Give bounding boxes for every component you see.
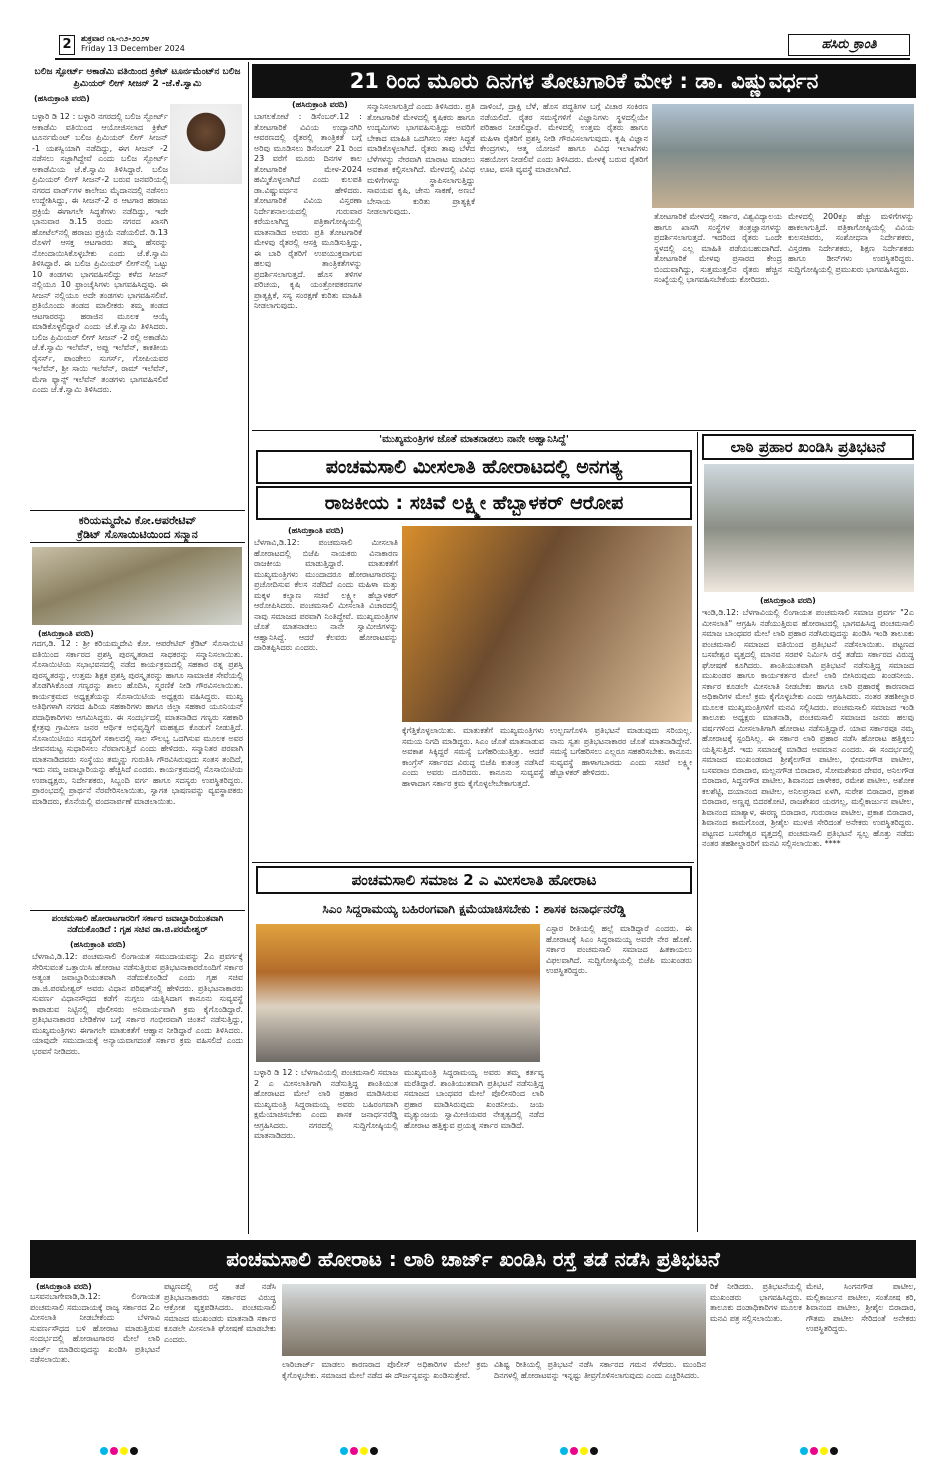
masthead: ಹಸಿರು ಕ್ರಾಂತಿ (788, 34, 910, 56)
meeting-col2: ಕ್ಕೆಗೆತ್ತಿಕೊಳ್ಳಲಾಯಿತು. ಮಾತುಕತೆಗೆ ಮುಖ್ಯಮಂತ್ರಿಗಳು ಸಮಯ ನಿಗದಿ ಮಾಡಿದ್ದರು. ಸಿಎಂ ಜೊತೆ ಮಾತನಾಡುವ ಅವಕಾಶ ಸಿಕ್ಕಿದ್ದರೆ ಸಮಸ್ಯೆ ಬಗೆಹರಿಯುತ್ತಿತ್ತು. ಆದರೆ ಕಾಂಗ್ರೆಸ್ ಸರ್ಕಾರದ ವಿರುದ್ಧ ಬಿಜೆಪಿ ಕುತಂತ್ರ ನಡೆಸಿದೆ ಎಂದು ಅವರು ದೂರಿದರು. ಕಾನೂನು ಸುವ್ಯವಸ್ಥೆ ಹಾಳಾದಾಗ ಸರ್ಕಾರ ಕ್ರಮ ಕೈಗೊಳ್ಳಲೇಬೇಕಾಗುತ್ತದೆ. (402, 726, 544, 788)
header-rule (55, 58, 910, 60)
meeting-col3: ಉಲ್ಬಣಗೊಳಿಸಿ ಪ್ರತಿಭಟನೆ ಮಾಡುವುದು ಸರಿಯಲ್ಲ. ನಾನು ಸ್ವತಃ ಪ್ರತಿಭಟನಾಕಾರರ ಜೊತೆ ಮಾತನಾಡಿದ್ದೇನೆ. ಸಮಸ್ಯೆ ಬಗೆಹರಿಸಲು ಎಲ್ಲರೂ ಸಹಕರಿಸಬೇಕು. ಕಾನೂನು ಸುವ್ಯವಸ್ಥೆ ಹಾಳಾಗಬಾರದು ಎಂದು ಸಚಿವೆ ಲಕ್ಷ್ಮೀ ಹೆಬ್ಬಾಳಕರ್ ಹೇಳಿದರು. (550, 726, 692, 777)
horticulture-col3: ದಾಳಿಂಬೆ, ದ್ರಾಕ್ಷಿ ಬೆಳೆ, ಹೊಸ ಪದ್ಧತಿಗಳ ಬಗ್ಗೆ ವಿಚಾರ ಸಂಕಿರಣ ನಡೆಯಲಿದೆ. ರೈತರ ಸಮಸ್ಯೆಗಳಿಗೆ ವಿಜ್ಞಾನಿಗಳು ಸ್ಥಳದಲ್ಲಿಯೇ ಪರಿಹಾರ ನೀಡಲಿದ್ದಾರೆ. ಮೇಳದಲ್ಲಿ ಉತ್ತಮ ರೈತರು ಹಾಗೂ ಮಹಿಳಾ ರೈತರಿಗೆ ಪ್ರಶಸ್ತಿ ನೀಡಿ ಗೌರವಿಸಲಾಗುವುದು. ಕೃಷಿ ವಿಜ್ಞಾನ ಕೇಂದ್ರಗಳು, ಆತ್ಮ ಯೋಜನೆ ಹಾಗೂ ವಿವಿಧ ಇಲಾಖೆಗಳು ಸಹಯೋಗ ನೀಡಲಿವೆ ಎಂದು ತಿಳಿಸಿದರು. ಮೇಳಕ್ಕೆ ಬರುವ ರೈತರಿಗೆ ಊಟ, ವಸತಿ ವ್ಯವಸ್ಥೆ ಮಾಡಲಾಗಿದೆ. (480, 102, 648, 174)
janardhana-top-rule (252, 862, 694, 863)
minister-headline-2: ನಡೆದುಕೊಂಡಿದೆ : ಗೃಹ ಸಚಿವ ಡಾ.ಜಿ.ಪರಮೇಶ್ವರ್ (67, 925, 208, 935)
lathi-protest-photo (704, 464, 914, 592)
bottom-col1: ಬಸವನಬಾಗೇವಾಡಿ,ಡಿ.12: ಲಿಂಗಾಯತ ಪಂಚಮಸಾಲಿ ಸಮುದಾಯಕ್ಕೆ ರಾಜ್ಯ ಸರ್ಕಾರದ 2ಎ ಮೀಸಲಾತಿ ನೀಡಬೇಕೆಂದು ಬೆಳಗಾವಿ ಸುವರ್ಣಸೌಧದ ಬಳಿ ಹೋರಾಟ ಮಾಡುತ್ತಿರುವ ಸಂದರ್ಭದಲ್ಲಿ ಹೋರಾಟಗಾರರ ಮೇಲೆ ಲಾಠಿ ಚಾರ್ಜ್ ಮಾಡಿರುವುದನ್ನು ಖಂಡಿಸಿ ಪ್ರತಿಭಟನೆ ನಡೆಸಲಾಯಿತು. (30, 1292, 160, 1364)
meeting-headline-2: ರಾಜಕೀಯ : ಸಚಿವೆ ಲಕ್ಷ್ಮೀ ಹೆಬ್ಬಾಳಕರ್ ಆರೋಪ (256, 486, 692, 520)
lathi-headline: ಲಾಠಿ ಪ್ರಹಾರ ಖಂಡಿಸಿ ಪ್ರತಿಭಟನೆ (702, 434, 914, 460)
bottom-col2: ಪಟ್ಟಣದಲ್ಲಿ ರಸ್ತೆ ತಡೆ ನಡೆಸಿ ಪ್ರತಿಭಟನಾಕಾರರು ಸರ್ಕಾರದ ವಿರುದ್ಧ ಆಕ್ರೋಶ ವ್ಯಕ್ತಪಡಿಸಿದರು. ಪಂಚಮಸಾಲಿ ಸಮಾಜದ ಮುಖಂಡರು ಮಾತನಾಡಿ ಸರ್ಕಾರ ಕೂಡಲೇ ಮೀಸಲಾತಿ ಘೋಷಣೆ ಮಾಡಬೇಕು ಎಂದರು. (164, 1282, 276, 1344)
bottom-byline: (ಹಸಿರುಕ್ರಾಂತಿ ವರದಿ) (36, 1282, 92, 1291)
janardhana-col3: ಎಸ್ಟಾರ ರೀತಿಯಲ್ಲಿ ಹಲ್ಲೆ ಮಾಡಿದ್ದಾರೆ ಎಂದರು. ಈ ಹೋರಾಟಕ್ಕೆ ಸಿಎಂ ಸಿದ್ದರಾಮಯ್ಯ ಅವರೇ ನೇರ ಹೊಣೆ. ಸರ್ಕಾರ ಪಂಚಮಸಾಲಿ ಸಮಾಜದ ಹಿತಕಾಯಲು ವಿಫಲವಾಗಿದೆ. ಸುದ್ದಿಗೋಷ್ಠಿಯಲ್ಲಿ ಬಿಜೆಪಿ ಮುಖಂಡರು ಉಪಸ್ಥಿತರಿದ್ದರು. (546, 924, 692, 975)
bottom-col4: ವಿಶಿಷ್ಟ ರೀತಿಯಲ್ಲಿ ಪ್ರತಿಭಟನೆ ನಡೆಸಿ ಸರ್ಕಾರದ ಗಮನ ಸೆಳೆದರು. ಮುಂದಿನ ದಿನಗಳಲ್ಲಿ ಹೋರಾಟವನ್ನು ಇನ್ನಷ್ಟು ತೀವ್ರಗೊಳಿಸಲಾಗುವುದು ಎಂದು ಎಚ್ಚರಿಸಿದರು. (494, 1360, 706, 1380)
bottom-headline: ಪಂಚಮಸಾಲಿ ಹೋರಾಟ : ಲಾಠಿ ಚಾರ್ಜ್ ಖಂಡಿಸಿ ರಸ್ತೆ ತಡೆ ನಡೆಸಿ ಪ್ರತಿಭಟನೆ (30, 1240, 916, 1278)
cooperative-body: ಗದಗ,ಡಿ. 12 : ಶ್ರೀ ಕರಿಯಮ್ಮದೇವಿ ಕೋ. ಆಪರೇಟಿವ್ ಕ್ರೆಡಿಟ್ ಸೊಸಾಯಿಟಿ ವತಿಯಿಂದ ಸರ್ಕಾರದ ಪ್ರಶಸ್ತಿ ಪುರಸ್ಕೃತರಾದ ಸಾಧಕರನ್ನು ಸನ್ಮಾನಿಸಲಾಯಿತು. ಸೊಸಾಯಿಟಿಯ ಸಭಾಭವನದಲ್ಲಿ ನಡೆದ ಕಾರ್ಯಕ್ರಮದಲ್ಲಿ ಸಹಕಾರ ರತ್ನ ಪ್ರಶಸ್ತಿ ಪುರಸ್ಕೃತರನ್ನು, ಉತ್ತಮ ಶಿಕ್ಷಕ ಪ್ರಶಸ್ತಿ ಪುರಸ್ಕೃತರನ್ನು ಹಾಗೂ ಸಾಮಾಜಿಕ ಸೇವೆಯಲ್ಲಿ ತೊಡಗಿಸಿಕೊಂಡ ಗಣ್ಯರನ್ನು ಶಾಲು ಹೊದಿಸಿ, ಸ್ಮರಣಿಕೆ ನೀಡಿ ಗೌರವಿಸಲಾಯಿತು. ಕಾರ್ಯಕ್ರಮದ ಅಧ್ಯಕ್ಷತೆಯನ್ನು ಸೊಸಾಯಿಟಿಯ ಅಧ್ಯಕ್ಷರು ವಹಿಸಿದ್ದರು. ಮುಖ್ಯ ಅತಿಥಿಗಳಾಗಿ ನಗರದ ಹಿರಿಯ ಸಹಕಾರಿಗಳು ಹಾಗೂ ಜಿಲ್ಲಾ ಸಹಕಾರ ಯೂನಿಯನ್ ಪದಾಧಿಕಾರಿಗಳು ಆಗಮಿಸಿದ್ದರು. ಈ ಸಂದರ್ಭದಲ್ಲಿ ಮಾತನಾಡಿದ ಗಣ್ಯರು ಸಹಕಾರಿ ಕ್ಷೇತ್ರವು ಗ್ರಾಮೀಣ ಜನರ ಆರ್ಥಿಕ ಅಭಿವೃದ್ಧಿಗೆ ಮಹತ್ವದ ಕೊಡುಗೆ ನೀಡುತ್ತಿದೆ. ಸೊಸಾಯಿಟಿಯು ಸದಸ್ಯರಿಗೆ ಸಕಾಲದಲ್ಲಿ ಸಾಲ ಸೌಲಭ್ಯ ಒದಗಿಸುವ ಮೂಲಕ ಅವರ ಜೀವನಮಟ್ಟ ಸುಧಾರಿಸಲು ನೆರವಾಗುತ್ತಿದೆ ಎಂದು ಹೇಳಿದರು. ಸನ್ಮಾನಿತರ ಪರವಾಗಿ ಮಾತನಾಡಿದವರು ಸಂಸ್ಥೆಯು ತಮ್ಮನ್ನು ಗುರುತಿಸಿ ಗೌರವಿಸಿರುವುದು ಸಂತಸ ತಂದಿದೆ, ಇದು ನಮ್ಮ ಜವಾಬ್ದಾರಿಯನ್ನು ಹೆಚ್ಚಿಸಿದೆ ಎಂದರು. ಕಾರ್ಯಕ್ರಮದಲ್ಲಿ ಸೊಸಾಯಿಟಿಯ ಉಪಾಧ್ಯಕ್ಷರು, ನಿರ್ದೇಶಕರು, ಸಿಬ್ಬಂದಿ ವರ್ಗ ಹಾಗೂ ಸದಸ್ಯರು ಉಪಸ್ಥಿತರಿದ್ದರು. ಪ್ರಾರಂಭದಲ್ಲಿ ಪ್ರಾರ್ಥನೆ ನೆರವೇರಿಸಲಾಯಿತು, ಸ್ವಾಗತ ಭಾಷಣವನ್ನು ವ್ಯವಸ್ಥಾಪಕರು ಮಾಡಿದರು, ಕೊನೆಯಲ್ಲಿ ವಂದನಾರ್ಪಣೆ ಮಾಡಲಾಯಿತು. (32, 639, 243, 806)
vertical-divider-left (248, 62, 249, 1234)
janardhana-press-photo (256, 924, 540, 1062)
cooperative-article (30, 514, 245, 906)
meeting-media-photo (402, 526, 692, 722)
date-kannada: ಶುಕ್ರವಾರ ೧೩-೧೨-೨೦೨೪ (81, 34, 150, 43)
minister-byline: (ಹಸಿರುಕ್ರಾಂತಿ ವರದಿ) (70, 940, 126, 949)
meeting-headline-1: ಪಂಚಮಸಾಲಿ ಮೀಸಲಾತಿ ಹೋರಾಟದಲ್ಲಿ ಅನಗತ್ಯ (256, 450, 692, 484)
janardhana-headline: ಸಿಎಂ ಸಿದ್ದರಾಮಯ್ಯ ಬಹಿರಂಗವಾಗಿ ಕ್ಷಮೆಯಾಚಿಸಬೇಕು : ಶಾಸಕ ಜನಾರ್ಧನರೆಡ್ಡಿ (322, 902, 626, 916)
meeting-col1: ಬೆಳಗಾವಿ,ಡಿ.12: ಪಂಚಮಸಾಲಿ ಮೀಸಲಾತಿ ಹೋರಾಟದಲ್ಲಿ ಬಿಜೆಪಿ ನಾಯಕರು ವಿನಾಕಾರಣ ರಾಜಕೀಯ ಮಾಡುತ್ತಿದ್ದಾರೆ. ಮಾತುಕತೆಗೆ ಮುಖ್ಯಮಂತ್ರಿಗಳು ಮುಂದಾದರೂ ಹೋರಾಟಗಾರರನ್ನು ಪ್ರಚೋದಿಸುವ ಕೆಲಸ ನಡೆದಿದೆ ಎಂದು ಮಹಿಳಾ ಮತ್ತು ಮಕ್ಕಳ ಕಲ್ಯಾಣ ಸಚಿವೆ ಲಕ್ಷ್ಮೀ ಹೆಬ್ಬಾಳಕರ್ ಆರೋಪಿಸಿದರು. ಪಂಚಮಸಾಲಿ ಮೀಸಲಾತಿ ವಿಚಾರದಲ್ಲಿ ನಾವು ಸಮಾಜದ ಪರವಾಗಿ ನಿಂತಿದ್ದೇವೆ. ಮುಖ್ಯಮಂತ್ರಿಗಳ ಜೊತೆ ಮಾತನಾಡಲು ನಾನೇ ಸ್ವಾಮೀಜಿಗಳನ್ನು ಆಹ್ವಾನಿಸಿದ್ದೆ. ಆದರೆ ಕೆಲವರು ಹೋರಾಟವನ್ನು ದಾರಿತಪ್ಪಿಸಿದರು ಎಂದರು. (254, 538, 398, 652)
registration-marks-mid1 (340, 1440, 380, 1459)
horticulture-col1: ಬಾಗಲಕೋಟೆ : ಡಿಸೆಂಬರ್.12 : ತೋಟಗಾರಿಕೆ ವಿವಿಯ ಉದ್ಯಾನಗಿರಿ ಆವರಣದಲ್ಲಿ ರೈತರಲ್ಲಿ ತಾಂತ್ರಿಕತೆ ಬಗ್ಗೆ ಅರಿವು ಮೂಡಿಸಲು ಡಿಸೆಂಬರ್ 21 ರಿಂದ 23 ವರೆಗೆ ಮೂರು ದಿನಗಳ ಕಾಲ ತೋಟಗಾರಿಕೆ ಮೇಳ-2024 ಹಮ್ಮಿಕೊಳ್ಳಲಾಗಿದೆ ಎಂದು ಕುಲಪತಿ ಡಾ.ವಿಷ್ಣುವರ್ಧನ ಹೇಳಿದರು. ತೋಟಗಾರಿಕೆ ವಿವಿಯ ವಿಸ್ತರಣಾ ನಿರ್ದೇಶನಾಲಯದಲ್ಲಿ ಗುರುವಾರ ಕರೆಯಲಾಗಿದ್ದ ಪತ್ರಿಕಾಗೋಷ್ಠಿಯಲ್ಲಿ ಮಾತನಾಡಿದ ಅವರು ಪ್ರತಿ ತೋಟಗಾರಿಕೆ ಮೇಳವು ರೈತರಲ್ಲಿ ಆಸಕ್ತಿ ಮೂಡಿಸುತ್ತಿದ್ದು, ಈ ಬಾರಿ ರೈತರಿಗೆ ಉಪಯುಕ್ತವಾಗುವ ಹಲವು ತಾಂತ್ರಿಕತೆಗಳನ್ನು ಪ್ರದರ್ಶಿಸಲಾಗುತ್ತದೆ. ಹೊಸ ತಳಿಗಳ ಪರಿಚಯ, ಕೃಷಿ ಯಂತ್ರೋಪಕರಣಗಳ ಪ್ರಾತ್ಯಕ್ಷಿಕೆ, ಸಸ್ಯ ಸಂರಕ್ಷಣೆ ಕುರಿತು ಮಾಹಿತಿ ನೀಡಲಾಗುವುದು. (254, 112, 362, 310)
registration-marks-left (100, 1440, 140, 1459)
horticulture-col4: ತೋಟಗಾರಿಕೆ ಮೇಳದಲ್ಲಿ ಸರ್ಕಾರ, ವಿಶ್ವವಿದ್ಯಾಲಯ ಹಾಗೂ ಖಾಸಗಿ ಸಂಸ್ಥೆಗಳ ತಂತ್ರಜ್ಞಾನಗಳನ್ನು ಪ್ರದರ್ಶಿಸಲಾಗುತ್ತದೆ. ಇದರಿಂದ ರೈತರು ಒಂದೇ ಸ್ಥಳದಲ್ಲಿ ಎಲ್ಲ ಮಾಹಿತಿ ಪಡೆಯಬಹುದಾಗಿದೆ. ತೋಟಗಾರಿಕೆ ಮೇಳವು ಪ್ರಸಾರದ ಕೇಂದ್ರ ಬಿಂದುವಾಗಿದ್ದು, ಸುತ್ತಮುತ್ತಲಿನ ರೈತರು ಹೆಚ್ಚಿನ ಸಂಖ್ಯೆಯಲ್ಲಿ ಭಾಗವಹಿಸಬೇಕೆಂದು ಕೋರಿದರು. (654, 212, 782, 284)
cricket-byline: (ಹಸಿರುಕ್ರಾಂತಿ ವರದಿ) (34, 94, 90, 103)
janardhana-col2: ಮುಖ್ಯಮಂತ್ರಿ ಸಿದ್ದರಾಮಯ್ಯ ಅವರು ತಮ್ಮ ಕರ್ತವ್ಯ ಮರೆತಿದ್ದಾರೆ. ಶಾಂತಿಯುತವಾಗಿ ಪ್ರತಿಭಟನೆ ನಡೆಸುತ್ತಿದ್ದ ಸಮಾಜದ ಬಾಂಧವರ ಮೇಲೆ ಪೊಲೀಸರಿಂದ ಲಾಠಿ ಪ್ರಹಾರ ಮಾಡಿಸಿರುವುದು ಖಂಡನೀಯ. ಜಯ ಮೃತ್ಯುಂಜಯ ಸ್ವಾಮೀಜಿಯವರ ನೇತೃತ್ವದಲ್ಲಿ ನಡೆದ ಹೋರಾಟ ಹತ್ತಿಕ್ಕುವ ಪ್ರಯತ್ನ ಸರ್ಕಾರ ಮಾಡಿದೆ. (404, 1068, 544, 1130)
left-divider-2 (30, 910, 245, 911)
horticulture-press-meet-photo (652, 104, 914, 208)
cricket-article (30, 64, 245, 508)
minister-article (30, 914, 245, 1232)
date-english: Friday 13 December 2024 (81, 44, 185, 53)
cooperative-byline: (ಹಸಿರುಕ್ರಾಂತಿ ವರದಿ) (38, 629, 94, 638)
cooperative-felicitation-photo (32, 547, 242, 625)
bottom-road-block-photo (282, 1284, 706, 1356)
janardhana-kicker: ಪಂಚಮಸಾಲಿ ಸಮಾಜ 2 ಎ ಮೀಸಲಾತಿ ಹೋರಾಟ (256, 866, 692, 894)
horticulture-col2: ಸನ್ಮಾನಿಸಲಾಗುತ್ತಿದೆ ಎಂದು ತಿಳಿಸಿದರು. ಪ್ರತಿ ತೋಟಗಾರಿಕೆ ಮೇಳದಲ್ಲಿ ಕೃಷಿಕರು ಹಾಗೂ ಉದ್ಯಮಿಗಳು ಭಾಗವಹಿಸುತ್ತಿದ್ದು ಅವರಿಗೆ ಬೇಕಾದ ಮಾಹಿತಿ ಒದಗಿಸಲು ಸಕಲ ಸಿದ್ಧತೆ ಮಾಡಿಕೊಳ್ಳಲಾಗಿದೆ. ರೈತರು ತಾವು ಬೆಳೆದ ಬೆಳೆಗಳನ್ನು ನೇರವಾಗಿ ಮಾರಾಟ ಮಾಡಲು ಅವಕಾಶ ಕಲ್ಪಿಸಲಾಗಿದೆ. ಮೇಳದಲ್ಲಿ ವಿವಿಧ ಮಳಿಗೆಗಳನ್ನು ಸ್ಥಾಪಿಸಲಾಗುತ್ತಿದ್ದು ಸಾವಯವ ಕೃಷಿ, ಜೇನು ಸಾಕಣೆ, ಅಣಬೆ ಬೇಸಾಯ ಕುರಿತು ಪ್ರಾತ್ಯಕ್ಷಿಕೆ ನೀಡಲಾಗುವುದು. (367, 102, 475, 216)
bottom-col5: ರಿಕೆ ನೀಡಿದರು. ಪ್ರತಿಭಟನೆಯಲ್ಲಿ ಮುಖಂಡರು ಭಾಗವಹಿಸಿದ್ದರು. ತಾಲೂಕು ದಂಡಾಧಿಕಾರಿಗಳ ಮೂಲಕ ಮನವಿ ಪತ್ರ ಸಲ್ಲಿಸಲಾಯಿತು. (710, 1282, 802, 1323)
cooperative-headline-2: ಕ್ರೆಡಿಟ್ ಸೊಸಾಯಿಟಿಯಿಂದ ಸನ್ಮಾನ (30, 528, 245, 543)
registration-marks-mid2 (560, 1440, 600, 1459)
bottom-col6: ಮೇಟಿ, ಸಿಂಗನಗೌಡ ಪಾಟೀಲ, ಮಲ್ಲಿಕಾರ್ಜುನ ಪಾಟೀಲ, ಸಂತೋಷ ಕರಿ, ಶಿವಾನಂದ ಪಾಟೀಲ, ಶ್ರೀಶೈಲ ಬಿರಾದಾರ, ಗೌತಮ ಪಾಟೀಲ ಸೇರಿದಂತೆ ಅನೇಕರು ಉಪಸ್ಥಿತರಿದ್ದರು. (806, 1282, 916, 1333)
horticulture-byline: (ಹಸಿರುಕ್ರಾಂತಿ ವರದಿ) (292, 100, 348, 109)
cooperative-headline-1: ಕರಿಯಮ್ಮದೇವಿ ಕೋ.ಆಪರೇಟಿವ್ (78, 514, 197, 527)
lathi-byline: (ಹಸಿರುಕ್ರಾಂತಿ ವರದಿ) (760, 596, 816, 605)
horticulture-headline: 21 ರಿಂದ ಮೂರು ದಿನಗಳ ತೋಟಗಾರಿಕೆ ಮೇಳ : ಡಾ. ವಿಷ್ಣುವರ್ಧನ (252, 64, 916, 98)
cricket-body-right (170, 186, 242, 187)
bottom-col3: ಲಾಠಿಚಾರ್ಜ್ ಮಾಡಲು ಕಾರಣರಾದ ಪೊಲೀಸ್ ಅಧಿಕಾರಿಗಳ ಮೇಲೆ ಕ್ರಮ ಕೈಗೊಳ್ಳಬೇಕು. ಸಮಾಜದ ಮೇಲೆ ನಡೆದ ಈ ದೌರ್ಜನ್ಯವನ್ನು ಖಂಡಿಸುತ್ತೇವೆ. (282, 1360, 488, 1380)
horticulture-bottom-rule (252, 430, 916, 431)
cricket-headline: ಬಲಿಜ ಸ್ಪೋರ್ಟ್ ಅಕಾಡೆಮಿ ವತಿಯಿಂದ ಕ್ರಿಕೆಟ್ ಟೂರ್ನಮೆಂಟ್‌ನ ಬಲಿಜ ಪ್ರಿಮಿಯರ್ ಲೀಗ್ ಸೀಜನ್ 2 -ಜೆ.ಕೆ.ಸ್ವಾಮಿ (34, 67, 241, 89)
page-number: 2 (59, 35, 75, 55)
meeting-kicker: 'ಮುಖ್ಯಮಂತ್ರಿಗಳ ಜೊತೆ ಮಾತನಾಡಲು ನಾನೇ ಅಹ್ವಾನಿಸಿದ್ದೆ' (379, 434, 569, 445)
left-divider-1 (30, 510, 245, 511)
minister-body: ಬೆಳಗಾವಿ,ಡಿ.12: ಪಂಚಮಸಾಲಿ ಲಿಂಗಾಯತ ಸಮುದಾಯವನ್ನು 2ಎ ಪ್ರವರ್ಗಕ್ಕೆ ಸೇರಿಸುವಂತೆ ಒತ್ತಾಯಿಸಿ ಹೋರಾಟ ನಡೆಸುತ್ತಿರುವ ಪ್ರತಿಭಟನಾಕಾರರೊಂದಿಗೆ ಸರ್ಕಾರ ಅತ್ಯಂತ ಜವಾಬ್ದಾರಿಯುತವಾಗಿ ನಡೆದುಕೊಂಡಿದೆ ಎಂದು ಗೃಹ ಸಚಿವ ಡಾ.ಜಿ.ಪರಮೇಶ್ವರ್ ಅವರು ವಿಧಾನ ಪರಿಷತ್‌ನಲ್ಲಿ ಹೇಳಿದರು. ಪ್ರತಿಭಟನಾಕಾರರು ಸುವರ್ಣ ವಿಧಾನಸೌಧದ ಕಡೆಗೆ ನುಗ್ಗಲು ಯತ್ನಿಸಿದಾಗ ಕಾನೂನು ಸುವ್ಯವಸ್ಥೆ ಕಾಪಾಡುವ ನಿಟ್ಟಿನಲ್ಲಿ ಪೊಲೀಸರು ಅನಿವಾರ್ಯವಾಗಿ ಕ್ರಮ ಕೈಗೊಂಡಿದ್ದಾರೆ. ಪ್ರತಿಭಟನಾಕಾರರ ಬೇಡಿಕೆಗಳ ಬಗ್ಗೆ ಸರ್ಕಾರ ಗಂಭೀರವಾಗಿ ಚಿಂತನೆ ನಡೆಸುತ್ತಿದ್ದು, ಮುಖ್ಯಮಂತ್ರಿಗಳು ಈಗಾಗಲೇ ಮಾತುಕತೆಗೆ ಆಹ್ವಾನ ನೀಡಿದ್ದಾರೆ ಎಂದು ತಿಳಿಸಿದರು. ಯಾವುದೇ ಸಮುದಾಯಕ್ಕೆ ಅನ್ಯಾಯವಾಗದಂತೆ ಸರ್ಕಾರ ಕ್ರಮ ವಹಿಸಲಿದೆ ಎಂದು ಭರವಸೆ ನೀಡಿದರು. (32, 952, 243, 1056)
vertical-divider-right (697, 432, 698, 1232)
horticulture-col5: ಮೇಳದಲ್ಲಿ 200ಕ್ಕೂ ಹೆಚ್ಚು ಮಳಿಗೆಗಳನ್ನು ಹಾಕಲಾಗುತ್ತಿದೆ. ಪತ್ರಿಕಾಗೋಷ್ಠಿಯಲ್ಲಿ ವಿವಿಯ ಕುಲಸಚಿವರು, ಸಂಶೋಧನಾ ನಿರ್ದೇಶಕರು, ವಿಸ್ತರಣಾ ನಿರ್ದೇಶಕರು, ಶಿಕ್ಷಣ ನಿರ್ದೇಶಕರು ಹಾಗೂ ಡೀನ್‌ಗಳು ಉಪಸ್ಥಿತರಿದ್ದರು. ಸುದ್ದಿಗೋಷ್ಠಿಯಲ್ಲಿ ಪ್ರಮುಖರು ಭಾಗವಹಿಸಿದ್ದರು. (788, 212, 914, 274)
page-header (55, 34, 910, 56)
meeting-byline: (ಹಸಿರುಕ್ರಾಂತಿ ವರದಿ) (288, 526, 344, 535)
cricket-portrait-photo (170, 104, 242, 184)
lathi-body: ಇಂಡಿ,ಡಿ.12: ಬೆಳಗಾವಿಯಲ್ಲಿ ಲಿಂಗಾಯತ ಪಂಚಮಸಾಲಿ ಸಮಾಜ ಪ್ರವರ್ಗ "2ಎ ಮೀಸಲಾತಿ" ಆಗ್ರಹಿಸಿ ನಡೆಯುತ್ತಿರುವ ಹೋರಾಟದಲ್ಲಿ ಭಾಗವಹಿಸಿದ್ದ ಪಂಚಮಸಾಲಿ ಸಮಾಜ ಬಾಂಧವರ ಮೇಲೆ ಲಾಠಿ ಪ್ರಹಾರ ನಡೆಸಿರುವುದನ್ನು ಖಂಡಿಸಿ ಇಂಡಿ ತಾಲೂಕು ಪಂಚಮಸಾಲಿ ಸಮಾಜದ ವತಿಯಿಂದ ಪ್ರತಿಭಟನೆ ನಡೆಸಲಾಯಿತು. ಪಟ್ಟಣದ ಬಸವೇಶ್ವರ ವೃತ್ತದಲ್ಲಿ ಮಾನವ ಸರಪಳಿ ನಿರ್ಮಿಸಿ ರಸ್ತೆ ತಡೆದು ಸರ್ಕಾರದ ವಿರುದ್ಧ ಘೋಷಣೆ ಕೂಗಿದರು. ಶಾಂತಿಯುತವಾಗಿ ಪ್ರತಿಭಟನೆ ನಡೆಸುತ್ತಿದ್ದ ಸಮಾಜದ ಮುಖಂಡರ ಹಾಗೂ ಕಾರ್ಯಕರ್ತರ ಮೇಲೆ ಲಾಠಿ ಬೀಸಿರುವುದು ಖಂಡನೀಯ. ಸರ್ಕಾರ ಕೂಡಲೇ ಮೀಸಲಾತಿ ನೀಡಬೇಕು ಹಾಗೂ ಲಾಠಿ ಪ್ರಹಾರಕ್ಕೆ ಕಾರಣರಾದ ಅಧಿಕಾರಿಗಳ ಮೇಲೆ ಕ್ರಮ ಕೈಗೊಳ್ಳಬೇಕು ಎಂದು ಆಗ್ರಹಿಸಿದರು. ನಂತರ ತಹಶೀಲ್ದಾರ ಮೂಲಕ ಮುಖ್ಯಮಂತ್ರಿಗಳಿಗೆ ಮನವಿ ಸಲ್ಲಿಸಿದರು. ಪಂಚಮಸಾಲಿ ಸಮಾಜದ ಇಂಡಿ ತಾಲೂಕು ಅಧ್ಯಕ್ಷರು ಮಾತನಾಡಿ, ಪಂಚಮಸಾಲಿ ಸಮಾಜದ ಜನರು ಹಲವು ವರ್ಷಗಳಿಂದ ಮೀಸಲಾತಿಗಾಗಿ ಹೋರಾಟ ನಡೆಸುತ್ತಿದ್ದಾರೆ. ಯಾವ ಸರ್ಕಾರವೂ ನಮ್ಮ ಹೋರಾಟಕ್ಕೆ ಸ್ಪಂದಿಸಿಲ್ಲ. ಈ ಸರ್ಕಾರ ಲಾಠಿ ಪ್ರಹಾರ ನಡೆಸಿ ಹೋರಾಟ ಹತ್ತಿಕ್ಕಲು ಯತ್ನಿಸುತ್ತಿದೆ. ಇದು ಸಮಾಜಕ್ಕೆ ಮಾಡಿದ ಅವಮಾನ ಎಂದರು. ಈ ಸಂದರ್ಭದಲ್ಲಿ ಸಮಾಜದ ಮುಖಂಡರಾದ ಶ್ರೀಶೈಲಗೌಡ ಪಾಟೀಲ, ಭೀಮನಗೌಡ ಪಾಟೀಲ, ಬಸವರಾಜ ಬಿರಾದಾರ, ಮಲ್ಲನಗೌಡ ಬಿರಾದಾರ, ಸೋಮಶೇಖರ ದೇವರ, ಅನಿಲಗೌಡ ಬಿರಾದಾರ, ಸಿದ್ದನಗೌಡ ಪಾಟೀಲ, ಶಿವಾನಂದ ಚಾಳೇಕರ, ರಮೇಶ ಪಾಟೀಲ, ಅಶೋಕ ಕಲಶೆಟ್ಟಿ, ದಯಾನಂದ ಪಾಟೀಲ, ಅನಿಲಪ್ರಸಾದ ಏಳಗಿ, ಸುರೇಶ ಬಿರಾದಾರ, ಪ್ರಕಾಶ ಬಿರಾದಾರ, ಅಣ್ಣಪ್ಪ ಬಿದರಕೋಟಿ, ರಾಜಶೇಖರ ಯರಗಲ್ಲ, ಮಲ್ಲಿಕಾರ್ಜುನ ಪಾಟೀಲ, ಶಿವಾನಂದ ಮಾಶ್ಯಾಳ, ಈರಣ್ಣ ಬಿರಾದಾರ, ಗುರುರಾಜ ಪಾಟೀಲ, ಪ್ರಕಾಶ ಬಿರಾದಾರ, ಶಿವಾನಂದ ಕಾಮಗೊಂಡ, ಶ್ರೀಶೈಲ ಮುಳಜಿ ಸೇರಿದಂತೆ ಅನೇಕರು ಉಪಸ್ಥಿತರಿದ್ದರು. ಪಟ್ಟಣದ ಬಸವೇಶ್ವರ ವೃತ್ತದಲ್ಲಿ ಪಂಚಮಸಾಲಿ ಪ್ರತಿಭಟನೆ ಸ್ವಲ್ಪ ಹೊತ್ತು ನಡೆದು ನಂತರ ತಹಶೀಲ್ದಾರರಿಗೆ ಮನವಿ ಸಲ್ಲಿಸಲಾಯಿತು. **** (702, 608, 914, 848)
janardhana-col1: ಬಳ್ಳಾರಿ ಡಿ 12 : ಬೆಳಗಾವಿಯಲ್ಲಿ ಪಂಚಮಸಾಲಿ ಸಮಾಜ 2 ಎ ಮೀಸಲಾತಿಗಾಗಿ ನಡೆಸುತ್ತಿದ್ದ ಶಾಂತಿಯುತ ಹೋರಾಟದ ಮೇಲೆ ಲಾಠಿ ಪ್ರಹಾರ ಮಾಡಿಸಿರುವ ಮುಖ್ಯಮಂತ್ರಿ ಸಿದ್ದರಾಮಯ್ಯ ಅವರು ಬಹಿರಂಗವಾಗಿ ಕ್ಷಮೆಯಾಚಿಸಬೇಕು ಎಂದು ಶಾಸಕ ಜನಾರ್ಧನರೆಡ್ಡಿ ಆಗ್ರಹಿಸಿದರು. ನಗರದಲ್ಲಿ ಸುದ್ದಿಗೋಷ್ಠಿಯಲ್ಲಿ ಮಾತನಾಡಿದರು. (254, 1068, 398, 1140)
minister-headline-1: ಪಂಚಮಸಾಲಿ ಹೋರಾಟಗಾರರಿಗೆ ಸರ್ಕಾರ ಜವಾಬ್ದಾರಿಯುತವಾಗಿ (51, 914, 224, 924)
registration-marks-right (800, 1440, 840, 1459)
cricket-body: ಬಳ್ಳಾರಿ ಡಿ 12 : ಬಳ್ಳಾರಿ ನಗರದಲ್ಲಿ ಬಲಿಜ ಸ್ಪೋರ್ಟ್ ಅಕಾಡೆಮಿ ವತಿಯಿಂದ ಆಯೋಜಿಸಲಾದ ಕ್ರಿಕೆಟ್ ಟೂರ್ನಮೆಂಟ್ ಬಲಿಜ ಪ್ರಿಮಿಯರ್ ಲೀಗ್ ಸೀಜನ್ -1 ಯಶಸ್ವಿಯಾಗಿ ನಡೆದಿದ್ದು, ಈಗ ಸೀಜನ್ -2 ನಡೆಸಲು ಸಜ್ಜಾಗಿದ್ದೇವೆ ಎಂದು ಬಲಿಜ ಸ್ಪೋರ್ಟ್ ಅಕಾಡೆಮಿಯ ಜೆ.ಕೆ.ಸ್ವಾಮಿ ತಿಳಿಸಿದ್ದಾರೆ. ಬಲಿಜ ಪ್ರಿಮಿಯರ್ ಲೀಗ್ ಸೀಜನ್-2 ಬರುವ ಜನವರಿಯಲ್ಲಿ ನಗರದ ವಾರ್ಡ್‌ಗಳ ಕಾಲೇಜು ಮೈದಾನದಲ್ಲಿ ನಡೆಸಲು ಉದ್ದೇಶಿಸಿದ್ದು, ಈ ಸೀಜನ್-2 ರ ಆಟಗಾರ ಹರಾಜು ಪ್ರಕ್ರಿಯೆ ಈಗಾಗಲೇ ಸಿದ್ಧತೆಗಳು ನಡೆದಿದ್ದು, ಇದೇ ಭಾನುವಾರ ಡಿ.15 ರಂದು ನಗರದ ಖಾಸಗಿ ಹೋಟೆಲ್‌ನಲ್ಲಿ ಹರಾಜು ಪ್ರಕ್ರಿಯೆ ನಡೆಯಲಿದೆ. ಡಿ.13 ರೊಳಗೆ ಆಸಕ್ತ ಆಟಗಾರರು ತಮ್ಮ ಹೆಸರನ್ನು ನೋಂದಾಯಿಸಿಕೊಳ್ಳಬೇಕು ಎಂದು ಜೆ.ಕೆ.ಸ್ವಾಮಿ ತಿಳಿಸಿದ್ದಾರೆ. ಈ ಬಲಿಜ ಪ್ರಿಮಿಯರ್ ಲೀಗ್‌ನಲ್ಲಿ ಒಟ್ಟು 10 ತಂಡಗಳು ಭಾಗವಹಿಸಲಿದ್ದು ಕಳೆದ ಸೀಜನ್ ನಲ್ಲಿಯೂ 10 ಫ್ರಾಂಚೈಸಿಗಳು ಭಾಗವಹಿಸಿದ್ದವು. ಈ ಸೀಜನ್ ನಲ್ಲಿಯೂ ಅದೇ ತಂಡಗಳು ಭಾಗವಹಿಸಲಿವೆ. ಪ್ರತಿಯೊಂದು ತಂಡದ ಮಾಲೀಕರು ತಮ್ಮ ತಂಡದ ಆಟಗಾರರನ್ನು ಹರಾಜಿನ ಮೂಲಕ ಆಯ್ಕೆ ಮಾಡಿಕೊಳ್ಳಲಿದ್ದಾರೆ ಎಂದು ಜೆ.ಕೆ.ಸ್ವಾಮಿ ತಿಳಿಸಿದರು. ಬಲಿಜ ಪ್ರಿಮಿಯರ್ ಲೀಗ್ ಸೀಜನ್ -2 ರಲ್ಲಿ ಅಕಾಡೆಮಿ ಜೆ.ಕೆ.ಸ್ವಾಮಿ ಇಲೆವೆನ್, ಅಪ್ಪು ಇಲೆವೆನ್, ಕಾಕತೀಯ ರೈಸರ್ಸ್, ಪಾಂಡೇಲು ಸುಗರ್ಸ್, ಗೋಪಿಯವರ ಇಲೆವೆನ್, ಶ್ರೀ ಸಾಯಿ ಇಲೆವೆನ್, ರಾಮ್ ಇಲೆವೆನ್, ಮೆಗಾ ಫ್ಯಾನ್ಸ್ ಇಲೆವೆನ್ ತಂಡಗಳು ಭಾಗವಹಿಸಲಿವೆ ಎಂದು ಜೆ.ಕೆ.ಸ್ವಾಮಿ ತಿಳಿಸಿದರು. (32, 112, 168, 394)
